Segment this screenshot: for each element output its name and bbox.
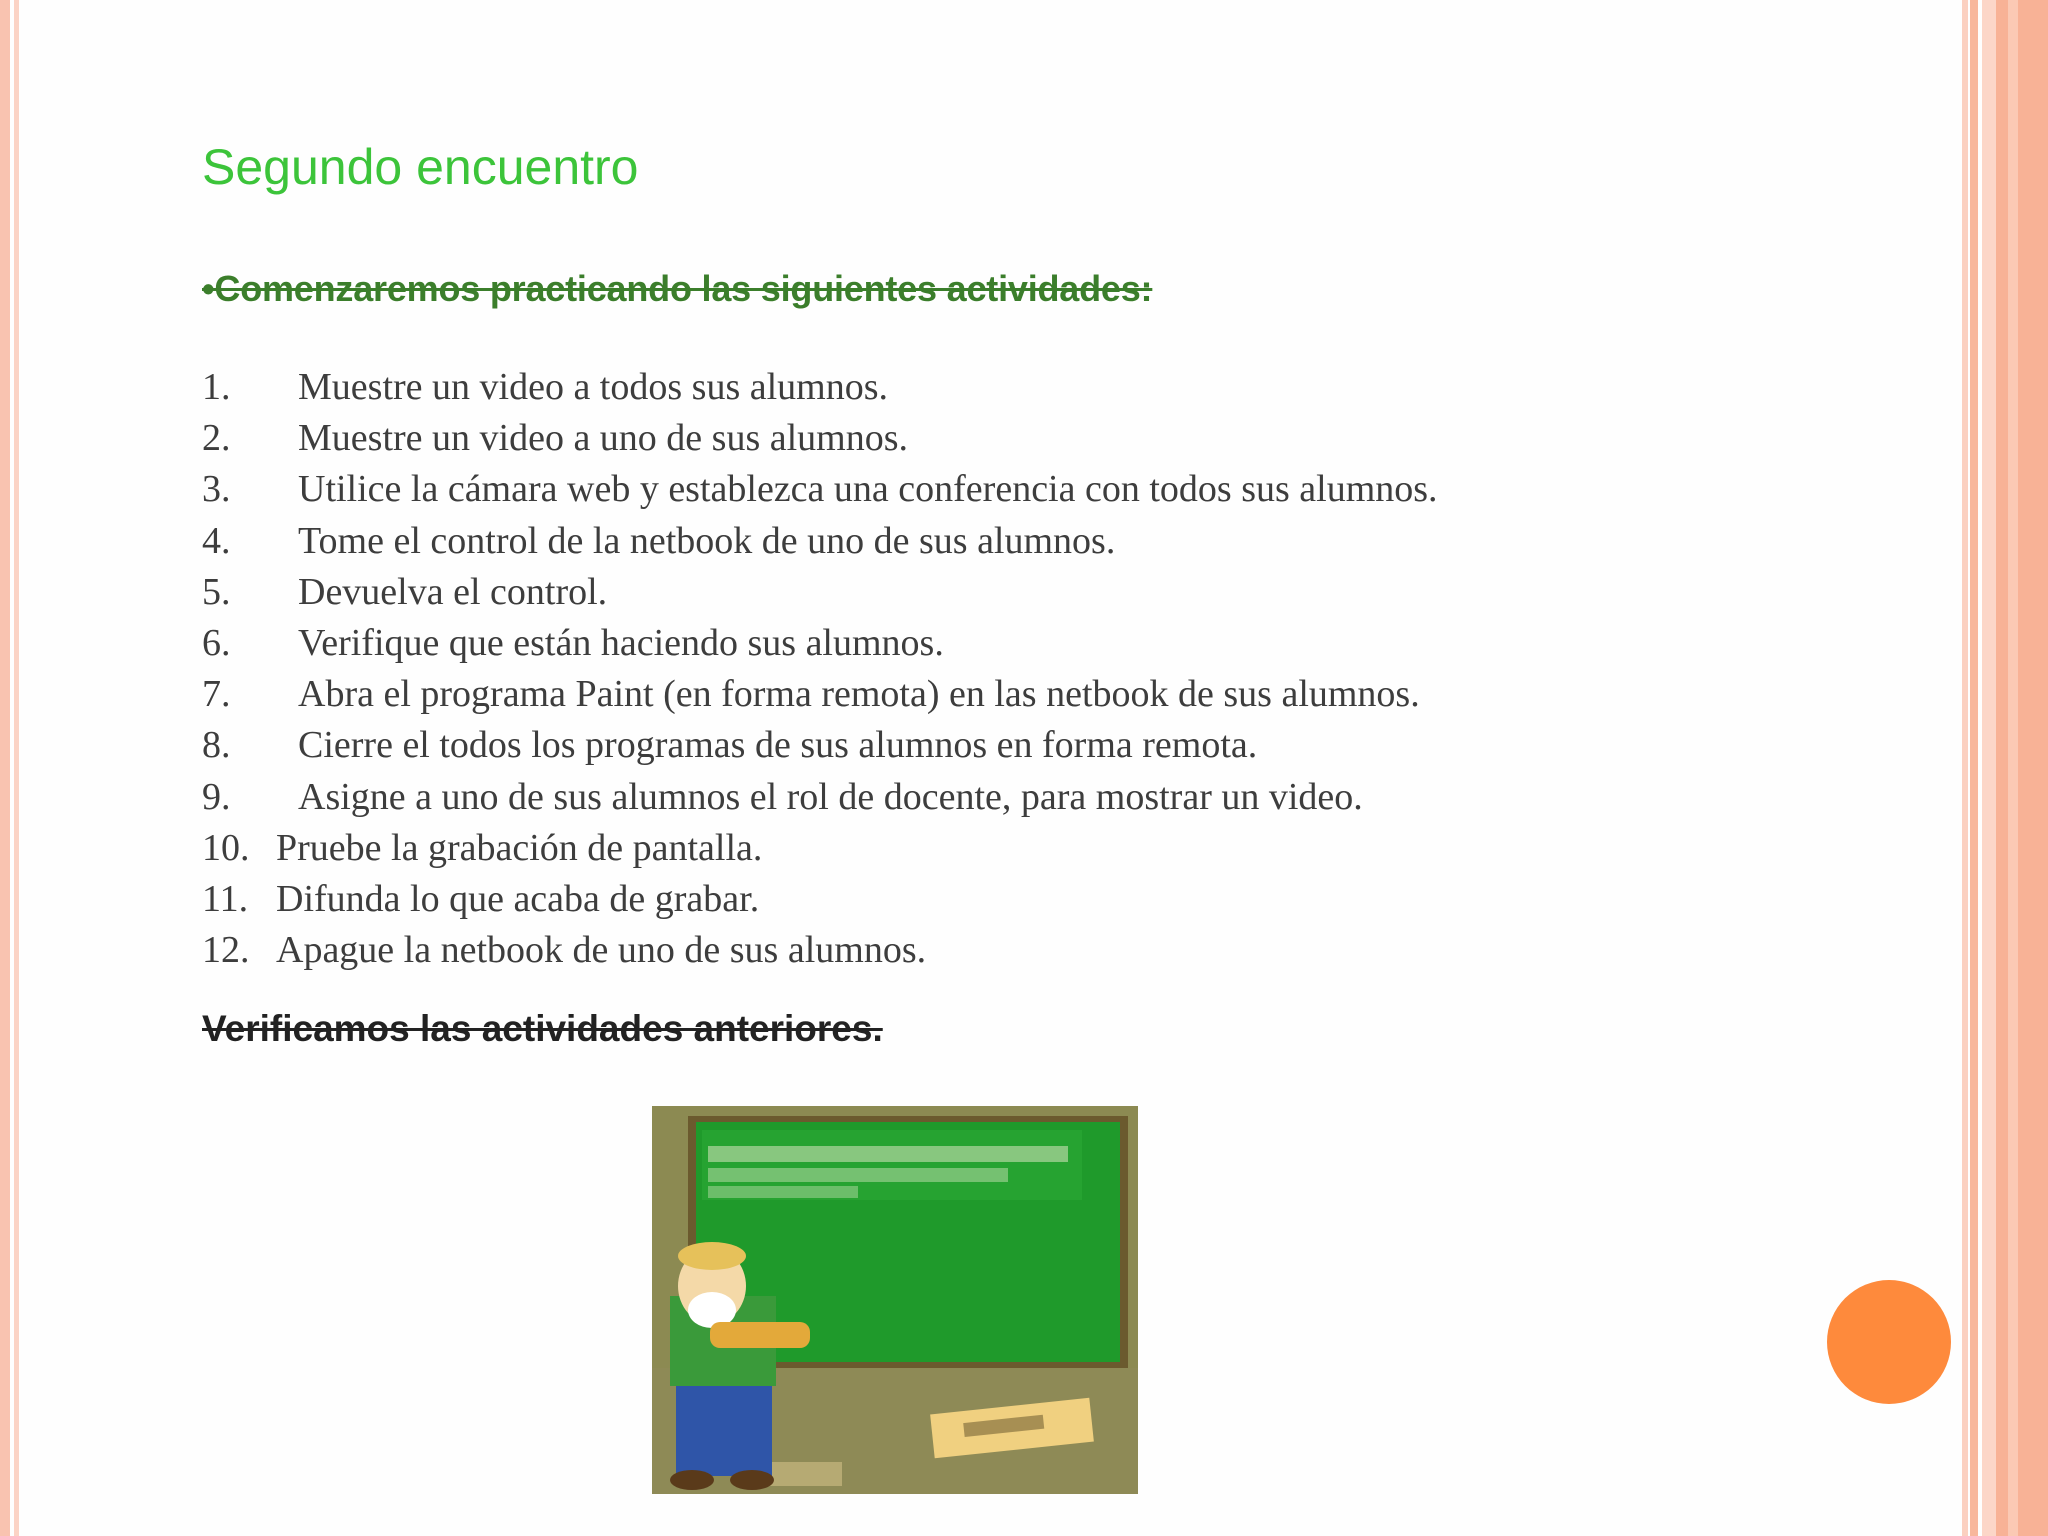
list-item xyxy=(202,413,1438,464)
item-text: Asigne a uno de sus alumnos el rol de docente, para mostrar un video. xyxy=(298,775,1363,818)
item-number: 6. xyxy=(202,621,231,664)
item-number: 2. xyxy=(202,417,231,460)
list-item xyxy=(202,362,1438,413)
item-number: 12. xyxy=(202,929,250,972)
slide-title: Segundo encuentro xyxy=(202,139,639,195)
list-item xyxy=(202,720,1438,771)
item-number: 5. xyxy=(202,570,231,613)
item-number: 11. xyxy=(202,877,249,920)
right-border-band xyxy=(1982,0,1996,1536)
list-item xyxy=(202,874,1438,925)
list-item xyxy=(202,618,1438,669)
verify-heading: Verificamos las actividades anteriores. xyxy=(202,1008,883,1049)
item-number: 3. xyxy=(202,468,231,511)
item-text: Apague la netbook de uno de sus alumnos. xyxy=(276,929,927,972)
list-item xyxy=(202,823,1438,874)
item-number: 8. xyxy=(202,724,231,767)
item-text: Tome el control de la netbook de uno de sus alumnos. xyxy=(298,519,1116,562)
right-border-band xyxy=(1996,0,2048,1536)
list-item xyxy=(202,516,1438,567)
item-text: Utilice la cámara web y establezca una conferencia con todos sus alumnos. xyxy=(298,468,1438,511)
item-number: 10. xyxy=(202,826,250,869)
item-text: Devuelva el control. xyxy=(298,570,608,613)
list-item xyxy=(202,772,1438,823)
item-text: Pruebe la grabación de pantalla. xyxy=(276,826,763,869)
item-number: 4. xyxy=(202,519,231,562)
list-item xyxy=(202,464,1438,515)
item-text: Muestre un video a todos sus alumnos. xyxy=(298,366,889,408)
left-border-stripe-inner xyxy=(14,0,19,1536)
item-text: Muestre un video a uno de sus alumnos. xyxy=(298,417,909,460)
item-number: 7. xyxy=(202,673,231,716)
list-item xyxy=(202,567,1438,618)
item-number: 9. xyxy=(202,775,231,818)
item-number: 1. xyxy=(202,366,231,408)
right-border-band xyxy=(1962,0,1968,1536)
right-border-band xyxy=(2008,0,2018,1536)
item-text: Verifique que están haciendo sus alumnos. xyxy=(298,621,944,664)
list-item xyxy=(202,925,1438,976)
item-text: Difunda lo que acaba de grabar. xyxy=(276,877,760,920)
list-item xyxy=(202,669,1438,720)
left-border-stripe xyxy=(0,0,10,1536)
item-text: Abra el programa Paint (en forma remota) en las netbook de sus alumnos. xyxy=(298,673,1420,716)
item-text: Cierre el todos los programas de sus alumnos en forma remota. xyxy=(298,724,1258,767)
right-border-band xyxy=(1970,0,1978,1536)
teacher-chalkboard-illustration xyxy=(652,1106,1138,1494)
activity-list xyxy=(202,362,1438,976)
intro-heading: •Comenzaremos practicando las siguientes actividades: xyxy=(202,268,1153,309)
orange-circle-decoration xyxy=(1827,1280,1951,1404)
